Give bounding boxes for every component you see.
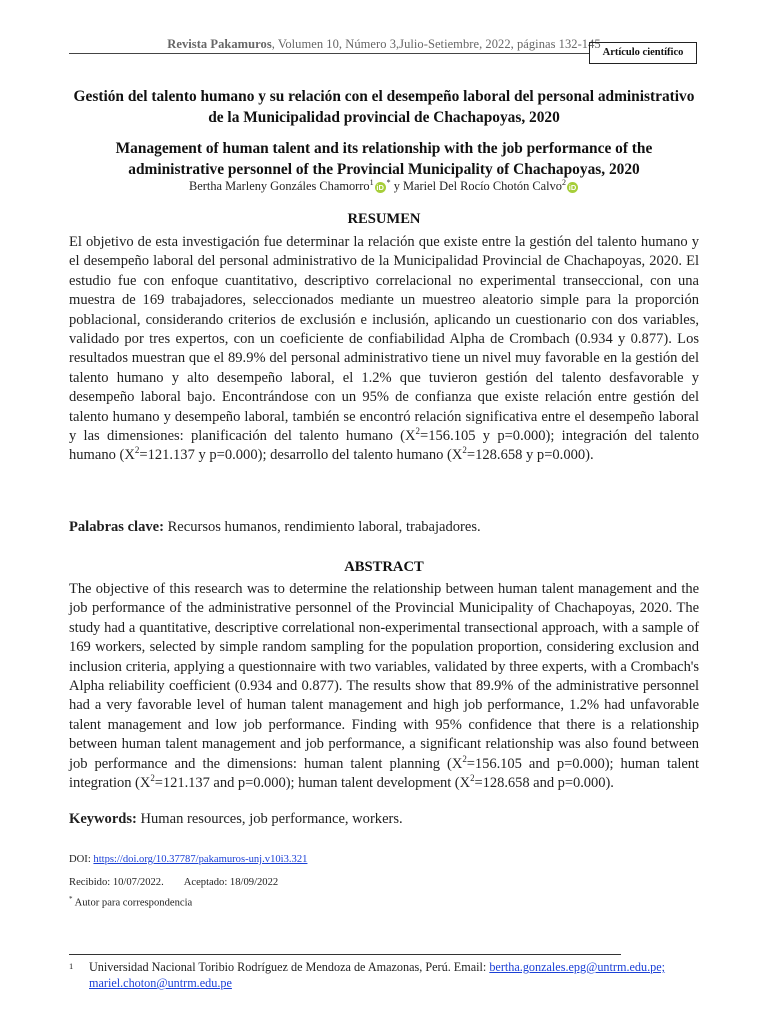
- abstract-heading: ABSTRACT: [344, 559, 424, 575]
- palabras-clave: [69, 519, 699, 536]
- journal-name: Revista Pakamuros: [167, 37, 272, 51]
- received-date: Recibido: 10/07/2022.: [69, 877, 164, 888]
- orcid-icon[interactable]: iD: [376, 183, 384, 193]
- journal-citation: , Volumen 10, Número 3,Julio-Setiembre, 2022, páginas 132-145: [271, 37, 601, 51]
- correspondence-mark: *: [69, 895, 73, 903]
- keywords-text: Human resources, job performance, workers.: [136, 811, 403, 827]
- email-link-2[interactable]: mariel.choton@untrm.edu.pe: [89, 976, 232, 990]
- header-rule: [69, 53, 589, 54]
- dates-line: [69, 877, 278, 888]
- palabras-clave-label: Palabras clave:: [69, 519, 164, 535]
- accepted-date: Aceptado: 18/09/2022: [183, 877, 279, 888]
- corresponding-mark: *: [386, 178, 391, 187]
- footnote-text: Universidad Nacional Toribio Rodríguez de Mendoza de Amazonas, Perú. Email:: [89, 960, 490, 974]
- keywords: [69, 811, 699, 828]
- author-2-affiliation: 2: [562, 178, 567, 187]
- affiliation-footnote: [69, 959, 699, 991]
- resumen-heading: RESUMEN: [347, 211, 421, 227]
- article-type-badge: Artículo científico: [589, 42, 697, 64]
- author-2: Mariel Del Rocío Chotón Calvo: [403, 179, 563, 194]
- doi-link[interactable]: https://doi.org/10.37787/pakamuros-unj.v10i3.321: [93, 854, 308, 865]
- keywords-label: Keywords:: [69, 811, 137, 827]
- abstract-paragraph: The objective of this research was to determine the relationship between human talent management and the job performance of the administrative personnel of the Provincial Municipality of Chachapoyas, 2020. The study had a quantitative, descriptive correlational non-experimental transectional approach, with a sample of 169 workers, selected by simple random sampling for the population proportion, considering exclusion and inclusion criteria, applying a questionnaire with two variables, validated by three experts, with a Crombach's Alpha reliability coefficient (0.934 and 0.877). The results show that 89.9% of the administrative personnel had a very favorable level of human talent management and high job performance, 1.2% had unfavorable talent management and low job performance. Finding with 95% confidence that there is a relationship between human talent management and job performance, a significant relationship was also found between job performance and the dimensions: human talent planning ($X^2=156.105$ and p=0.000); human talent integration ($X^2=121.137$ and p=0.000); human talent development ($X^2=128.658$ and p=0.000).: [69, 581, 699, 792]
- correspondence-note: [69, 895, 192, 909]
- orcid-icon[interactable]: iD: [568, 183, 577, 193]
- title-english: Management of human talent and its relationship with the job performance of the administrative personnel of the Provincial Municipality of Chachapoyas, 2020: [115, 140, 653, 178]
- author-1-affiliation: 1: [369, 178, 374, 187]
- title-spanish: Gestión del talento humano y su relación con el desempeño laboral del personal administrativo de la Municipalidad provincial de Chachapoyas, 2020: [73, 88, 695, 126]
- footnote-number: 1: [69, 961, 74, 971]
- author-1: Bertha Marleny Gonzáles Chamorro: [188, 179, 370, 194]
- doi-line: [69, 854, 307, 865]
- doi-label: DOI:: [69, 854, 94, 865]
- author-connector: y: [390, 179, 404, 194]
- correspondence-text: Autor para correspondencia: [72, 897, 193, 909]
- palabras-clave-text: Recursos humanos, rendimiento laboral, trabajadores.: [163, 519, 481, 535]
- footnote-rule: [69, 954, 621, 955]
- resumen-paragraph: El objetivo de esta investigación fue determinar la relación que existe entre la gestión del talento humano y el desempeño laboral del personal administrativo de la Municipalidad Provincial de Chachapoyas, 2020. El estudio fue con enfoque cuantitativo, descriptivo correlacional no experimental transeccional, con una muestra de 169 trabajadores, seleccionados mediante un muestreo aleatorio simple para la proporción poblacional, considerando criterios de exclusión e inclusión, aplicando un cuestionario con dos variables, validado por tres expertos, con un coeficiente de confiabilidad Alpha de Crombach (0.934 y 0.877). Los resultados muestran que el 89.9% del personal administrativo tiene un nivel muy favorable en la gestión del talento humano y alto desempeño laboral, el 1.2% que tuvieron gestión del talento desfavorable y desempeño laboral bajo. Encontrándose con un 95% de confianza que existe relación entre gestión del talento humano y desempeño laboral, también se encontró relación significativa entre el desempeño laboral y las dimensiones: planificación del talento humano ($X^2=156.105$ y p=0.000); integración del talento humano ($X^2=121.137$ y p=0.000); desarrollo del talento humano ($X^2=128.658$ y p=0.000).: [69, 234, 699, 464]
- email-link-1[interactable]: bertha.gonzales.epg@untrm.edu.pe;: [489, 960, 666, 974]
- author-line: [69, 178, 699, 194]
